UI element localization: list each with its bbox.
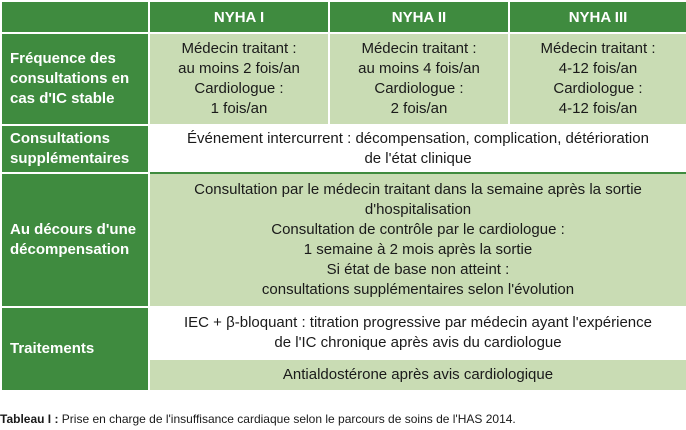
cell-line: de l'IC chronique après avis du cardiologue (274, 334, 562, 351)
header-empty-cell (1, 1, 149, 33)
cell-decours (149, 173, 686, 307)
cell-line: 1 semaine à 2 mois après la sortie (303, 241, 533, 258)
cell-line: Consultation de contrôle par le cardiologue : (271, 221, 565, 238)
cell-line: Cardiologue : (553, 80, 643, 97)
cell-line: consultations supplémentaires selon l'évolution (261, 281, 575, 298)
cell-frequence-nyha-3 (509, 33, 686, 125)
cell-traitements-antialdosterone: Antialdostérone après avis cardiologique (149, 359, 686, 391)
cell-line: d'hospitalisation (364, 201, 472, 218)
label-line: consultations en (10, 70, 130, 87)
cell-line: au moins 2 fois/an (178, 60, 300, 77)
label-line: cas d'IC stable (10, 90, 115, 107)
cell-line: Si état de base non atteint : (326, 261, 510, 278)
label-line: Consultations (10, 130, 110, 147)
label-line: supplémentaires (10, 150, 130, 167)
caption-label: Tableau I : (0, 412, 59, 426)
cell-frequence-nyha-1 (149, 33, 329, 125)
cell-line: Cardiologue : (374, 80, 464, 97)
cell-line: 4-12 fois/an (558, 100, 638, 117)
header-nyha-3: NYHA III (509, 1, 686, 33)
cell-supplementaires (149, 125, 686, 173)
row-supplementaires (1, 125, 686, 173)
cell-line: au moins 4 fois/an (358, 60, 480, 77)
header-row (1, 1, 686, 33)
cell-line: Cardiologue : (194, 80, 284, 97)
cell-line: Consultation par le médecin traitant dans la semaine après la sortie (194, 181, 642, 198)
caption-text: Prise en charge de l'insuffisance cardiaque selon le parcours de soins de l'HAS 2014. (58, 412, 516, 426)
header-nyha-1: NYHA I (149, 1, 329, 33)
table-caption (0, 412, 516, 426)
row-decours (1, 173, 686, 307)
label-line: Fréquence des (10, 50, 116, 67)
row-label-decours (1, 173, 149, 307)
label-line: Au décours d'une (10, 221, 137, 238)
cell-traitements-iec (149, 307, 686, 359)
cell-line: de l'état clinique (364, 150, 472, 167)
label-line: décompensation (10, 241, 130, 258)
row-label-traitements: Traitements (1, 307, 149, 391)
cell-line: IEC + β-bloquant : titration progressive par médecin ayant l'expérience (184, 314, 652, 331)
header-nyha-2: NYHA II (329, 1, 509, 33)
row-label-frequence (1, 33, 149, 125)
cell-line: Médecin traitant : (540, 40, 656, 57)
row-traitements-1 (1, 307, 686, 359)
cell-line: Médecin traitant : (361, 40, 477, 57)
row-label-supplementaires (1, 125, 149, 173)
cell-line: Événement intercurrent : décompensation, complication, détérioration (187, 130, 649, 147)
row-frequence (1, 33, 686, 125)
cell-frequence-nyha-2 (329, 33, 509, 125)
cell-line: Médecin traitant : (181, 40, 297, 57)
cell-line: 1 fois/an (210, 100, 268, 117)
cell-line: 4-12 fois/an (558, 60, 638, 77)
cell-line: 2 fois/an (390, 100, 448, 117)
